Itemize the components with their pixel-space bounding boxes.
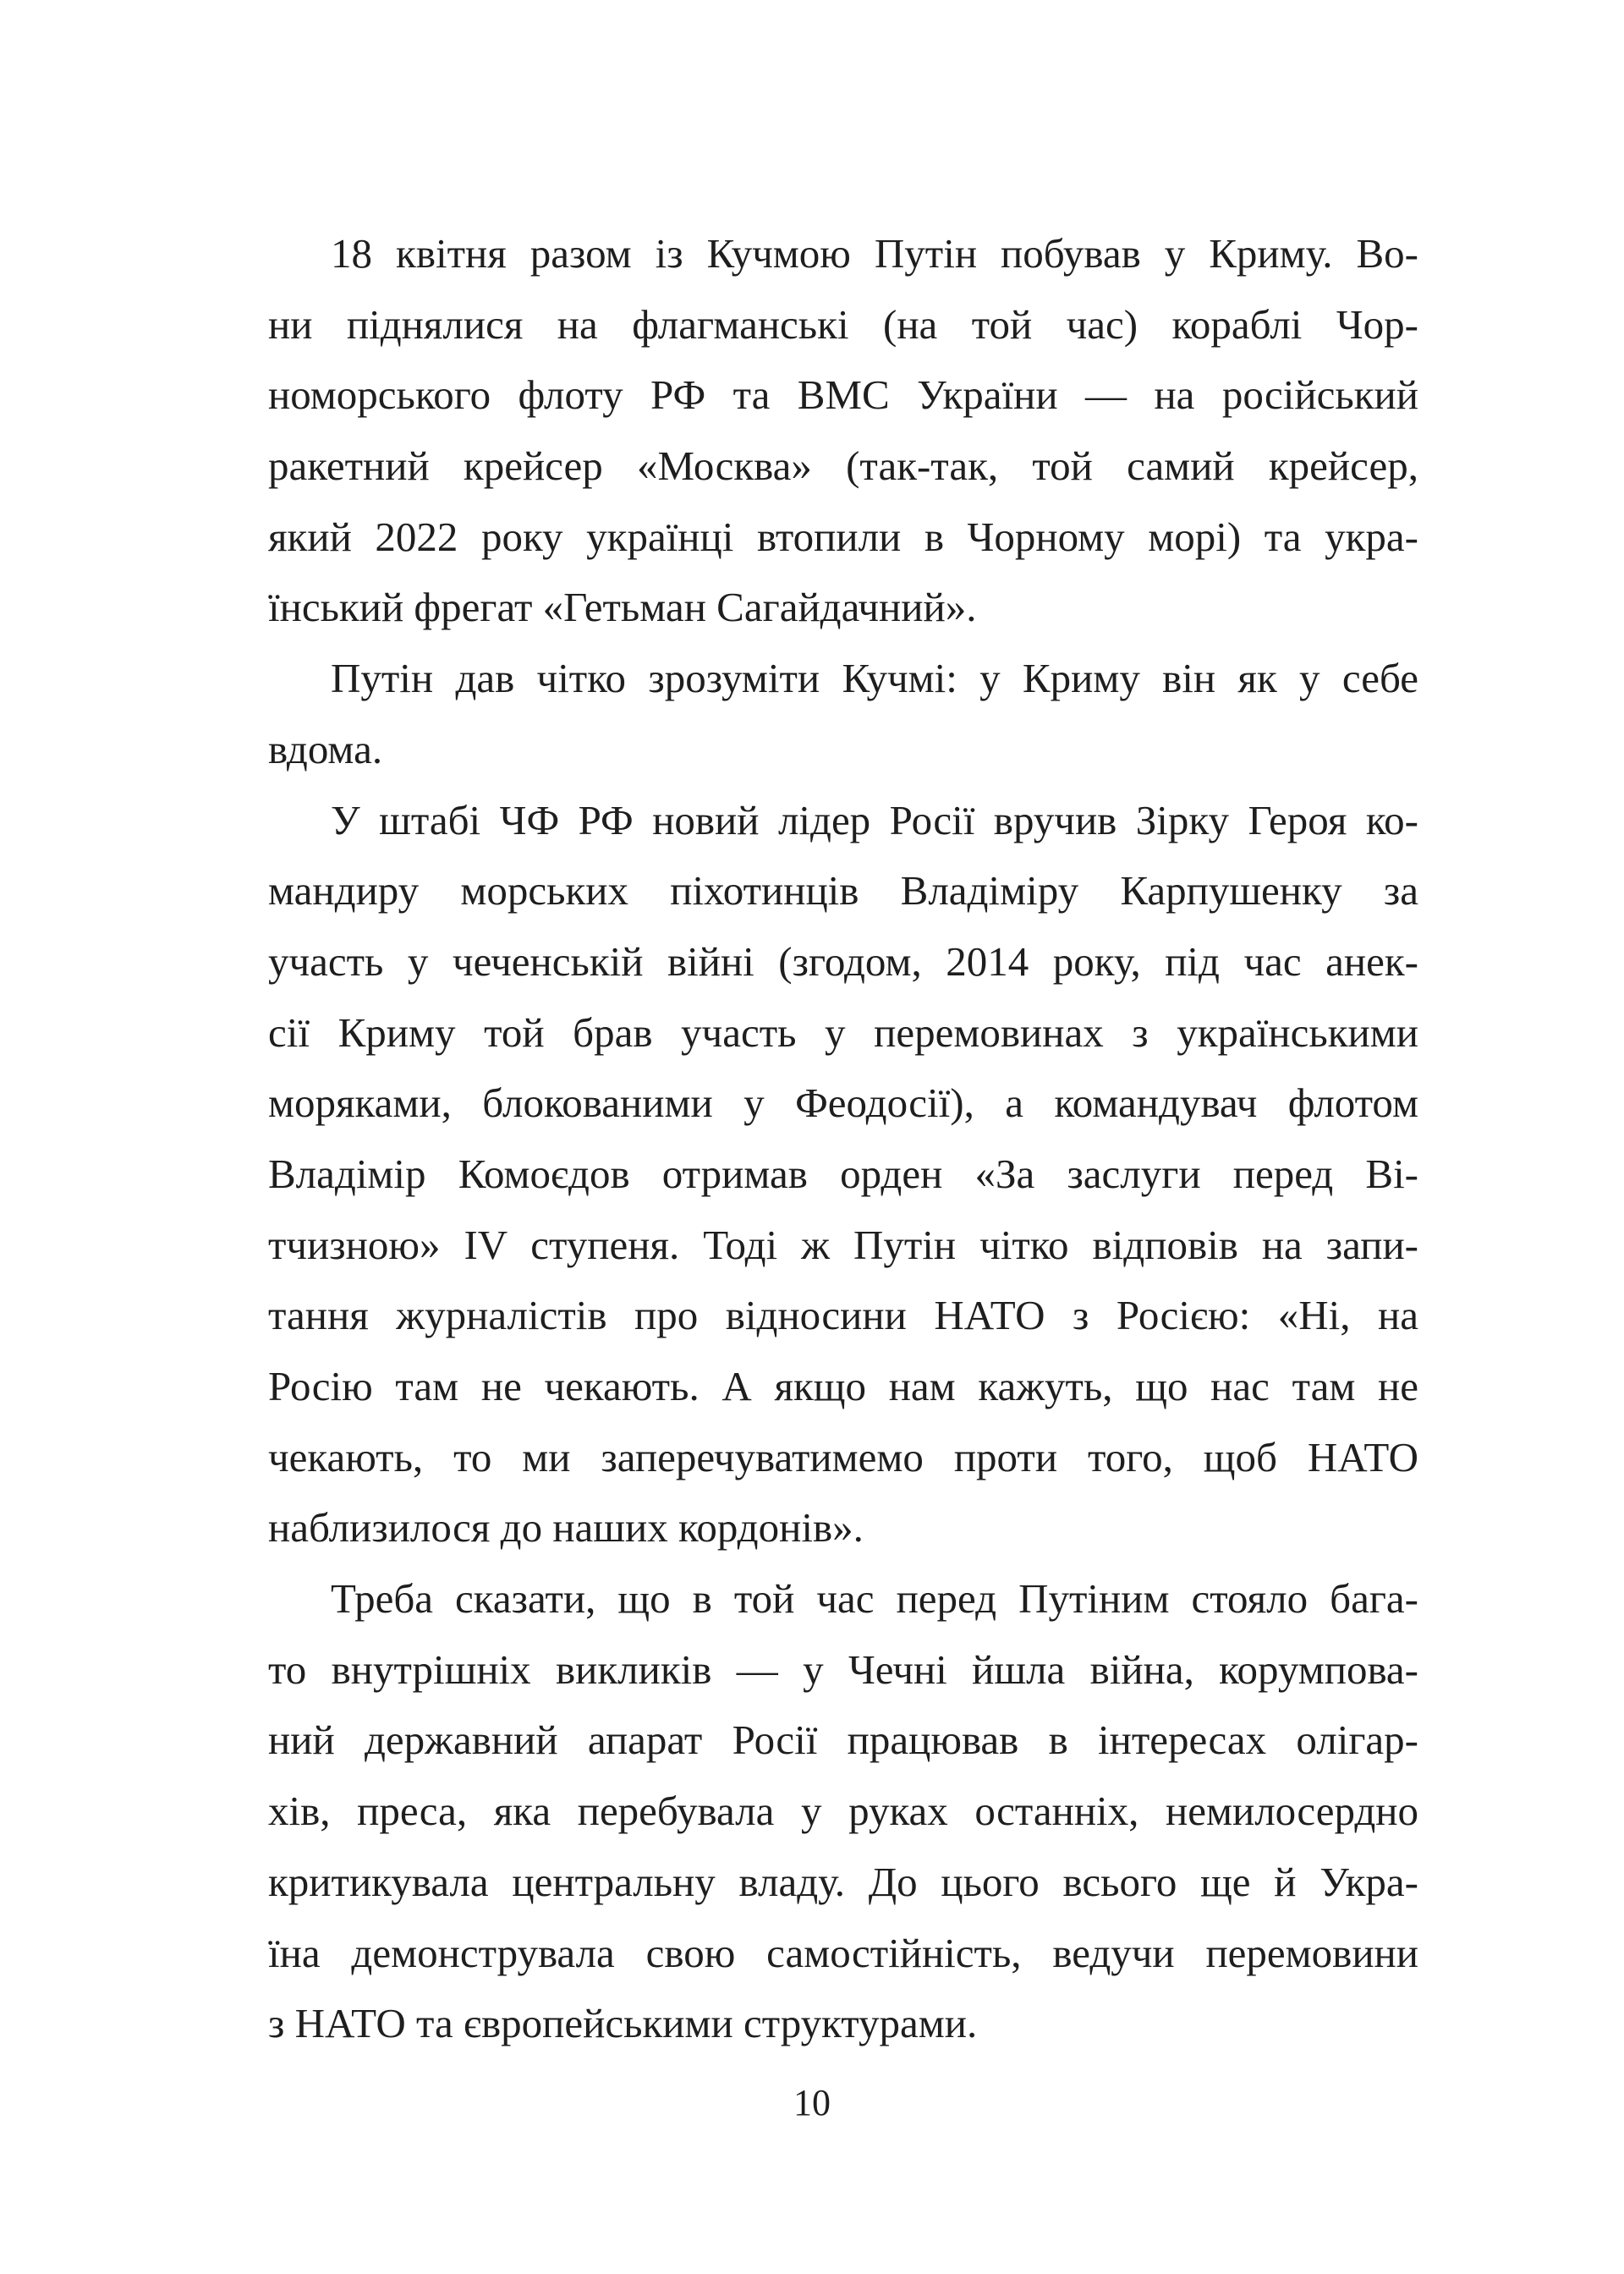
text-line: 18 квітня разом із Кучмою Путін побував у Криму. Во- — [331, 230, 1418, 277]
text-line: мандиру морських піхотинців Владіміру Карпушенку за — [268, 867, 1418, 915]
text-line: хів, преса, яка перебувала у руках останніх, немилосердно — [268, 1788, 1418, 1835]
text-line: то внутрішніх викликів — у Чечні йшла війна, корумпова- — [268, 1645, 1418, 1693]
text-line: У штабі ЧФ РФ новий лідер Росії вручив Зірку Героя ко- — [331, 796, 1418, 843]
text-line: тання журналістів про відносини НАТО з Росією: «Ні, на — [268, 1292, 1418, 1339]
text-line: сії Криму той брав участь у перемовинах з українськими — [268, 1008, 1418, 1056]
paragraph — [268, 218, 1418, 643]
text-line: їна демонструвала свою самостійність, ведучи перемовини — [268, 1929, 1418, 1976]
paragraph — [268, 785, 1418, 1564]
text-line: номорського флоту РФ та ВМС України — на російський — [268, 371, 1418, 419]
text-line: їнський фрегат «Гетьман Сагайдачний». — [268, 584, 977, 631]
paragraph — [268, 643, 1418, 784]
text-line: критикувала центральну владу. До цього всього ще й Укра- — [268, 1858, 1418, 1905]
text-line: тчизною» IV ступеня. Тоді ж Путін чітко відповів на запи- — [268, 1221, 1418, 1268]
text-line: з НАТО та європейськими структурами. — [268, 2000, 978, 2047]
text-line: участь у чеченській війні (згодом, 2014 року, під час анек- — [268, 937, 1418, 985]
text-line: наблизилося до наших кордонів». — [268, 1504, 864, 1552]
text-line: ний державний апарат Росії працював в інтересах олігар- — [268, 1716, 1418, 1764]
body-text — [268, 218, 1418, 2059]
page-number: 10 — [793, 2082, 831, 2123]
text-line: який 2022 року українці втопили в Чорному морі) та укра- — [268, 513, 1418, 560]
text-line: ракетний крейсер «Москва» (так-так, той самий крейсер, — [268, 442, 1418, 490]
paragraph — [268, 1563, 1418, 2059]
text-line: ни піднялися на флагманські (на той час) кораблі Чор- — [268, 300, 1418, 348]
text-line: Владімір Комоєдов отримав орден «За заслуги перед Ві- — [268, 1150, 1418, 1197]
text-line: Росію там не чекають. А якщо нам кажуть, що нас там не — [268, 1363, 1418, 1409]
text-line: чекають, то ми заперечуватимемо проти того, щоб НАТО — [268, 1433, 1418, 1480]
text-line: моряками, блокованими у Феодосії), а командувач флотом — [268, 1079, 1418, 1127]
text-line: вдома. — [268, 725, 383, 772]
text-line: Треба сказати, що в той час перед Путіним стояло бага- — [331, 1575, 1418, 1623]
text-line: Путін дав чітко зрозуміти Кучмі: у Криму він як у себе — [331, 655, 1418, 702]
